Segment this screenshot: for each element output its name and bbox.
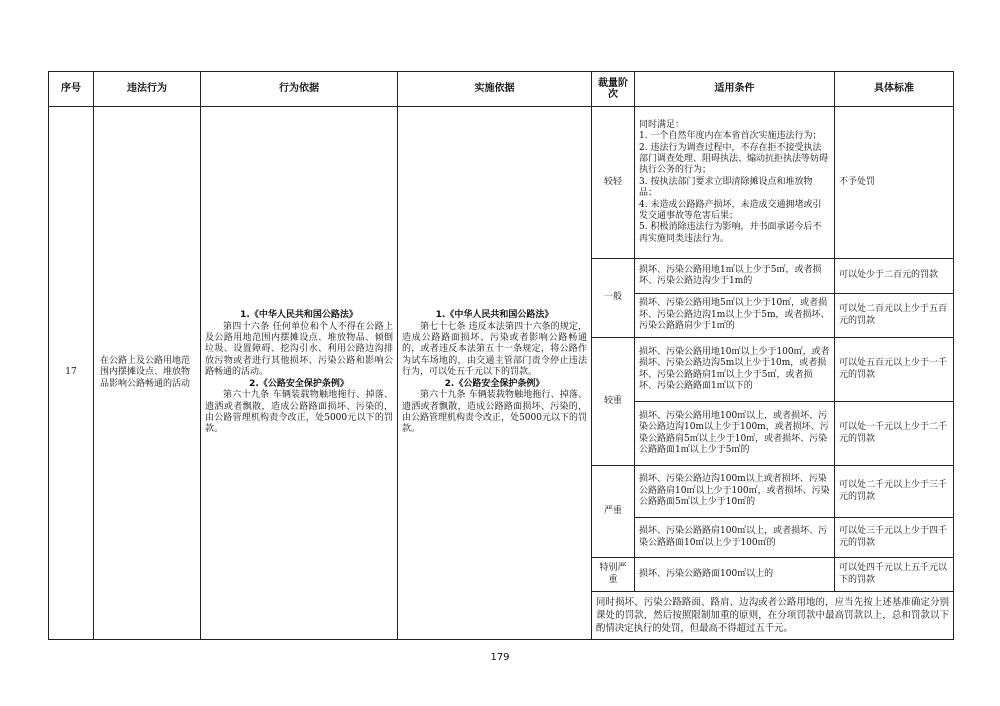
condition-heavier-2: 损坏、污染公路用地100㎡以上，或者损坏、污染公路边沟10m以上少于100m，或者损坏、污染公路路肩5㎡以上少于10㎡，或者损坏、污染公路路面1㎡以上少于5㎡的 bbox=[635, 402, 835, 466]
standard-serious-2: 可以处三千元以上少于四千元的罚款 bbox=[835, 518, 954, 558]
impl-law1-text: 第七十七条 违反本法第四十六条的规定，造成公路路面损坏、污染或者影响公路畅通的，或者违反本法第五十一条规定，将公路作为试车场地的，由交通主管部门责令停止违法行为，可以处五千元以下的罚款。 bbox=[402, 321, 587, 378]
header-conditions: 适用条件 bbox=[635, 72, 835, 107]
level-heavier: 较重 bbox=[592, 338, 635, 466]
basis-law1-title: 1.《中华人民共和国公路法》 bbox=[240, 310, 358, 321]
condition-light: 同时满足： 1. 一个自然年度内在本省首次实施违法行为； 2. 违法行为调查过程中，不存在拒不接受执法部门调查处理、阻碍执法、煽动抗拒执法等妨碍执行公务的行为； 3. 按执法部门要求立即清除摊设点和堆放物品； 4. 未造成公路路产损坏，未造成交通拥堵或引发交通事故等危害后果； 5. 积极消除违法行为影响，并书面承诺今后不再实施同类违法行为。 bbox=[635, 107, 835, 259]
standard-especially-serious: 可以处四千元以上五千元以下的罚款 bbox=[835, 558, 954, 592]
header-number: 序号 bbox=[49, 72, 94, 107]
header-basis: 行为依据 bbox=[201, 72, 398, 107]
table-header-row bbox=[49, 72, 954, 107]
level-especially-serious: 特别严重 bbox=[592, 558, 635, 592]
level-general: 一般 bbox=[592, 259, 635, 338]
basis-law1-text: 第四十六条 任何单位和个人不得在公路上及公路用地范围内摆摊设点、堆放物品、倾倒垃圾、设置障碍、挖沟引水、利用公路边沟排放污物或者进行其他损坏、污染公路和影响公路畅通的活动。 bbox=[205, 321, 393, 378]
footnote-cell: 同时损坏、污染公路路面、路肩、边沟或者公路用地的，应当先按上述基准确定分别课处的罚款，然后按照限制加重的原则，在分项罚款中最高罚款以上，总和罚款以下酌情决定执行的处罚，但最高不得超过五千元。 bbox=[592, 592, 954, 640]
table-row bbox=[49, 107, 954, 259]
header-standard: 具体标准 bbox=[835, 72, 954, 107]
standard-heavier-2: 可以处一千元以上少于二千元的罚款 bbox=[835, 402, 954, 466]
impl-law2-text: 第六十九条 车辆装载物触地拖行、掉落、遗洒或者飘散，造成公路路面损坏、污染的，由公路管理机构责令改正，处5000元以下的罚款。 bbox=[402, 390, 587, 435]
basis-law2-title: 2.《公路安全保护条例》 bbox=[249, 378, 349, 389]
standard-general-1: 可以处少于二百元的罚款 bbox=[835, 259, 954, 294]
standard-general-2: 可以处二百元以上少于五百元的罚款 bbox=[835, 294, 954, 338]
header-level: 裁量阶次 bbox=[592, 72, 635, 107]
condition-general-1: 损坏、污染公路用地1㎡以上少于5㎡，或者损坏、污染公路边沟少于1m的 bbox=[635, 259, 835, 294]
violation-cell: 在公路上及公路用地范围内摆摊设点、堆放物品影响公路畅通的活动 bbox=[94, 107, 201, 640]
impl-law1-title: 1.《中华人民共和国公路法》 bbox=[435, 310, 554, 321]
standard-light: 不予处罚 bbox=[835, 107, 954, 259]
row-number: 17 bbox=[49, 107, 94, 640]
page-number: 179 bbox=[490, 652, 510, 663]
header-violation: 违法行为 bbox=[94, 72, 201, 107]
level-serious: 严重 bbox=[592, 466, 635, 558]
standard-serious-1: 可以处二千元以上少于三千元的罚款 bbox=[835, 466, 954, 518]
basis-law2-text: 第六十九条 车辆装载物触地拖行、掉落、遗洒或者飘散，造成公路路面损坏、污染的，由公路管理机构责令改正，处5000元以下的罚款。 bbox=[205, 390, 393, 435]
standard-heavier-1: 可以处五百元以上少于一千元的罚款 bbox=[835, 338, 954, 402]
header-implementation: 实施依据 bbox=[398, 72, 592, 107]
level-light: 较轻 bbox=[592, 107, 635, 259]
condition-especially-serious: 损坏、污染公路路面100㎡以上的 bbox=[635, 558, 835, 592]
basis-cell bbox=[201, 107, 398, 640]
condition-general-2: 损坏、污染公路用地5㎡以上少于10㎡，或者损坏、污染公路边沟1m以上少于5m，或者损坏、污染公路路肩少于1㎡的 bbox=[635, 294, 835, 338]
implementation-cell bbox=[398, 107, 592, 640]
impl-law2-title: 2.《公路安全保护条例》 bbox=[444, 378, 545, 389]
condition-serious-1: 损坏、污染公路边沟100m以上或者损坏、污染公路路肩10㎡以上少于100㎡，或者损坏、污染公路路面5㎡以上少于10㎡的 bbox=[635, 466, 835, 518]
condition-serious-2: 损坏、污染公路路肩100㎡以上，或者损坏、污染公路路面10㎡以上少于100㎡的 bbox=[635, 518, 835, 558]
condition-heavier-1: 损坏、污染公路用地10㎡以上少于100㎡，或者损坏、污染公路边沟5m以上少于10m，或者损坏、污染公路路肩1㎡以上少于5㎡，或者损坏、污染公路路面1㎡以下的 bbox=[635, 338, 835, 402]
penalty-standard-table bbox=[48, 71, 954, 640]
